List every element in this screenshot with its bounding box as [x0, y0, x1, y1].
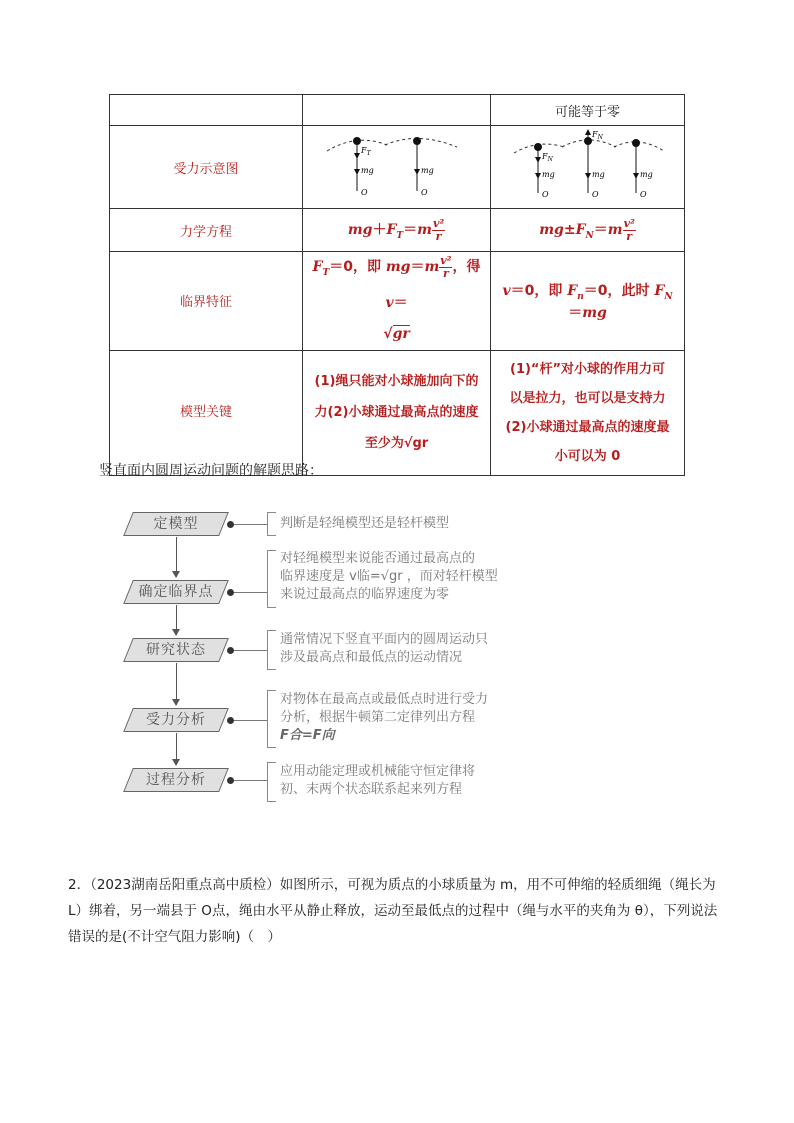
rope-equation: $mg+F_T=m$ $\frac{\text{v²}}{r}$ [303, 209, 491, 252]
flow-desc-line: 对物体在最高点或最低点时进行受力 [280, 692, 489, 707]
rope-key-line: 至少为√gr [364, 436, 429, 452]
rod-key-line: 以是拉力，也可以是支持力 [509, 390, 666, 406]
rope-diagram-svg [317, 129, 477, 201]
flow-subheading: 竖直面内圆周运动问题的解题思路： [99, 463, 323, 479]
solution-flowchart [110, 498, 550, 808]
flow-arrow [176, 605, 177, 635]
flow-step-label: 过程分析 [146, 772, 206, 788]
flow-desc-line: 临界速度是 v临=√gr ，而对轻杆模型 [280, 569, 498, 584]
flow-step-2 [128, 580, 224, 604]
flow-desc-line: 涉及最高点和最低点的运动情况 [280, 650, 463, 665]
rod-equation: $mg\pm F_N=m$ $\frac{\text{v²}}{r}$ [491, 209, 685, 252]
question-2: 2．（2023湖南岳阳重点高中质检）如图所示，可视为质点的小球质量为 m，用不可伸缩的轻质细绳（绳长为 L）绑着，另一端县于 O点，绳由水平从静止释放，运动至最低点的过程中（绳与水平的夹角为 θ），下列说法错误的是(不计空气阻力影响)（ ） [68, 877, 718, 945]
flow-desc-3 [280, 631, 570, 667]
svg-text:mg: mg [639, 170, 653, 179]
rope-key-line: 力(2)小球通过最高点的速度 [314, 405, 479, 421]
rod-key-line: (1)“杆”对小球的作用力可 [510, 361, 666, 377]
svg-text:mg: mg [360, 166, 374, 175]
flow-step-label: 研究状态 [146, 642, 206, 658]
rod-force-diagram [491, 126, 685, 209]
svg-text:mg: mg [420, 166, 434, 175]
rope-force-diagram [303, 126, 491, 209]
flow-desc-line: 对轻绳模型来说能否通过最高点的 [280, 551, 476, 566]
flow-desc-2 [280, 550, 570, 604]
table-row-key [110, 350, 685, 475]
svg-text:FN: $F_N$ [541, 152, 553, 163]
flow-step-label: 受力分析 [146, 712, 206, 728]
rope-critical: $F_T=0$，即 mg＝m $\frac{\text{v²}}{r}$ ，得 v＝ √gr [303, 252, 491, 351]
flow-desc-line: 分析，根据牛顿第二定律列出方程 [280, 710, 476, 725]
table-row-critical [110, 252, 685, 351]
flow-desc-line: 判断是轻绳模型还是轻杆模型 [280, 516, 450, 531]
table-row-equation [110, 209, 685, 252]
header-empty-1 [110, 95, 303, 126]
row-label-key: 模型关键 [110, 350, 303, 475]
header-rod-model: 可能等于零 [491, 95, 685, 126]
svg-text:O: O [639, 190, 647, 199]
flow-desc-line: F合=F向 [280, 728, 335, 743]
row-label-diagram: 受力示意图 [110, 126, 303, 209]
rod-diagram-svg [508, 129, 668, 201]
flow-desc-line: 初、末两个状态联系起来列方程 [280, 782, 463, 797]
flow-desc-1 [280, 515, 570, 533]
flow-arrow [176, 733, 177, 765]
rope-key-line: (1)绳只能对小球施加向下的 [314, 374, 479, 390]
flow-arrow [176, 663, 177, 705]
flow-step-4 [128, 708, 224, 732]
rope-key [303, 350, 491, 475]
flow-desc-line: 来说过最高点的临界速度为零 [280, 587, 450, 602]
table-header-row [110, 95, 685, 126]
flow-step-5 [128, 768, 224, 792]
rod-critical: v＝0，即 $F_n=0$，此时 $F_N=mg$ [491, 252, 685, 351]
flow-desc-line: 应用动能定理或机械能守恒定律将 [280, 764, 476, 779]
flow-desc-4 [280, 691, 570, 745]
row-label-equation: 力学方程 [110, 209, 303, 252]
flow-desc-line: 通常情况下竖直平面内的圆周运动只 [280, 632, 489, 647]
ft-label-1: $F_T$ [360, 146, 371, 157]
flow-step-label: 定模型 [153, 516, 199, 532]
svg-text:mg: mg [541, 170, 555, 179]
header-empty-2 [303, 95, 491, 126]
svg-text:O: O [541, 190, 549, 199]
rod-key-line: (2)小球通过最高点的速度最 [505, 419, 670, 435]
row-label-critical: 临界特征 [110, 252, 303, 351]
rod-key-line: 小可以为 0 [554, 448, 621, 464]
model-comparison-table [109, 94, 685, 476]
rod-key [491, 350, 685, 475]
svg-text:O: O [360, 188, 368, 197]
flow-arrow [176, 537, 177, 577]
svg-text:O: O [420, 188, 428, 197]
flow-step-1 [128, 512, 224, 536]
svg-text:mg: mg [591, 170, 605, 179]
svg-text:FN: $F_N$ [591, 130, 603, 141]
table-row-diagram [110, 126, 685, 209]
flow-desc-5 [280, 763, 570, 799]
svg-text:O: O [591, 190, 599, 199]
flow-step-label: 确定临界点 [138, 584, 214, 600]
flow-step-3 [128, 638, 224, 662]
